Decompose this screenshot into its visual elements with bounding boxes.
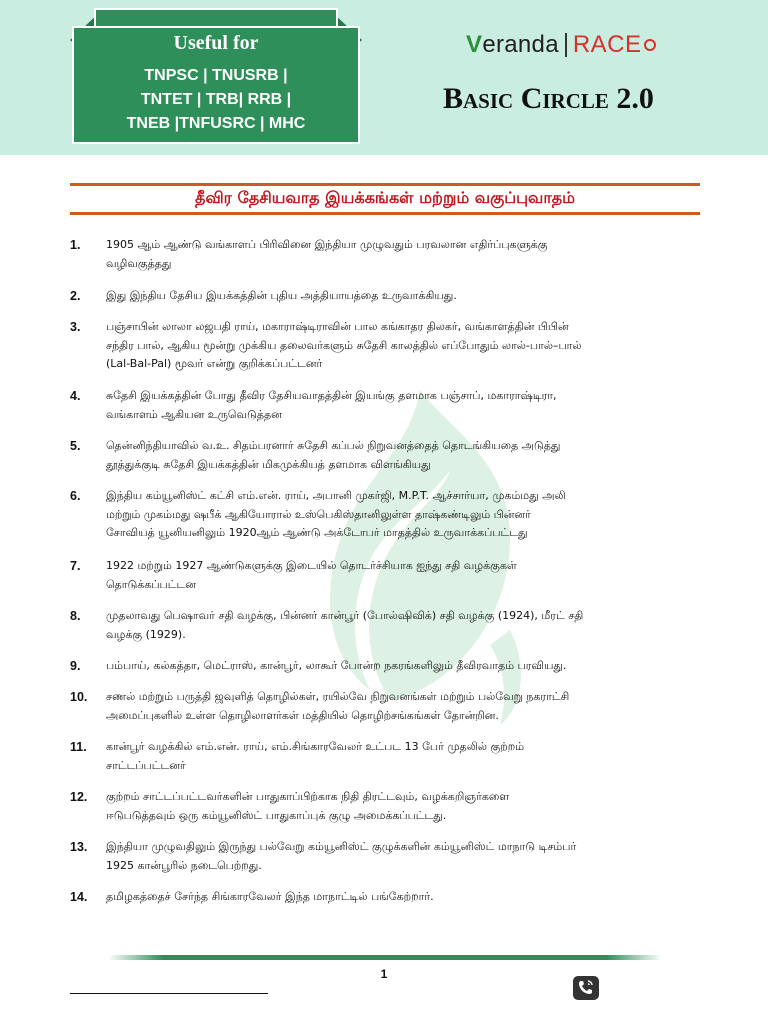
exam-line: TNTET | TRB| RRB |	[140, 91, 292, 108]
item-number: 7.	[70, 559, 81, 573]
item-text: பம்பாய், கல்கத்தா, மெட்ராஸ், கான்பூர், லாகூர் போன்ற நகரங்களிலும் தீவிரவாதம் பரவியது.	[106, 659, 567, 672]
item-text: இது இந்திய தேசிய இயக்கத்தின் புதிய அத்தியாயத்தை உருவாக்கியது.	[106, 289, 457, 302]
exam-list	[70, 64, 362, 136]
item-text: இந்திய கம்யூனிஸ்ட் கட்சி எம்.என். ராய், அபானி முகர்ஜி, M.P.T. ஆச்சார்யா, முகம்மது அலி மற்றும் முகம்மது ஷபீக் ஆகியோரால் உஸ்பெகிஸ்தானிலுள்ள தாஷ்கண்டிலும் பின்னர் சோவியத் யூனியனிலும் 1920ஆம் ஆண்டு அக்டோபர் மாதத்தில் உருவாக்கப்பட்டது	[106, 489, 566, 539]
title-rule-top	[70, 183, 700, 186]
race-icon	[644, 39, 656, 51]
item-number: 5.	[70, 439, 81, 453]
item-text: சுதேசி இயக்கத்தின் போது தீவிர தேசியவாதத்தின் இயங்கு தளமாக பஞ்சாப், மகாராஷ்டிரா, வங்காளம் ஆகியன உருவெடுத்தன	[106, 389, 557, 421]
brand-race: RACE	[572, 31, 642, 58]
item-number: 6.	[70, 489, 81, 503]
title-rule-bottom	[70, 212, 700, 215]
item-number: 8.	[70, 609, 81, 623]
veranda-watermark-icon	[300, 370, 560, 730]
item-text: 1905 ஆம் ஆண்டு வங்காளப் பிரிவினை இந்தியா முழுவதும் பரவலான எதிர்ப்புகளுக்கு வழிவகுத்தது	[106, 238, 548, 270]
item-text: பஞ்சாபின் லாலா லஜபதி ராய், மகாராஷ்டிராவின் பால கங்காதர திலகர், வங்காளத்தின் பிபின் சந்திர பால், ஆகிய மூன்று முக்கிய தலைவர்களும் சுதேசி காலத்தில் எப்போதும் லால்-பால்–பால் (Lal-Bal-Pal) மூவர் என்று குறிக்கப்பட்டனர்	[106, 320, 582, 370]
item-number: 2.	[70, 289, 81, 303]
item-number: 10.	[70, 690, 88, 704]
item-number: 11.	[70, 740, 87, 754]
brand-logo	[466, 28, 656, 62]
item-text: 1922 மற்றும் 1927 ஆண்டுகளுக்கு இடையில் தொடர்ச்சியாக ஐந்து சதி வழக்குகள் தொடுக்கப்பட்டன	[106, 559, 517, 591]
brand-separator	[565, 33, 567, 57]
exam-line: TNEB |TNFUSRC | MHC	[126, 115, 306, 132]
item-text: முதலாவது பெஷாவர் சதி வழக்கு, பின்னர் கான்பூர் (போல்ஷிவிக்) சதி வழக்கு (1924), மீரட் சதி வழக்கு (1929).	[106, 609, 584, 641]
page-number: 1	[380, 967, 388, 981]
item-number: 3.	[70, 320, 81, 334]
item-text: கான்பூர் வழக்கில் எம்.என். ராய், எம்.சிங்காரவேலர் உட்பட 13 பேர் முதலில் குற்றம் சாட்டப்பட்டனர்	[106, 740, 525, 772]
exam-ribbon	[70, 0, 362, 150]
useful-for-label: Useful for	[173, 32, 259, 54]
item-number: 14.	[70, 890, 88, 904]
item-number: 12.	[70, 790, 88, 804]
item-number: 13.	[70, 840, 88, 854]
brand-veranda: Veranda	[466, 31, 559, 58]
header-band	[0, 0, 768, 155]
item-number: 4.	[70, 389, 81, 403]
section-title: தீவிர தேசியவாத இயக்கங்கள் மற்றும் வகுப்புவாதம்	[195, 188, 575, 207]
item-text: தென்னிந்தியாவில் வ.உ. சிதம்பரனார் சுதேசி கப்பல் நிறுவனத்தைத் தொடங்கியதை அடுத்து தூத்துக்குடி சுதேசி இயக்கத்தின் மிகமுக்கியத் தளமாக விளங்கியது	[106, 439, 561, 471]
item-number: 1.	[70, 238, 81, 252]
item-text: குற்றம் சாட்டப்பட்டவர்களின் பாதுகாப்பிற்காக நிதி திரட்டவும், வழக்கறிஞர்களை ஈடுபடுத்தவும் ஒரு கம்யூனிஸ்ட் பாதுகாப்புக் குழு அமைக்கப்பட்டது.	[106, 790, 510, 822]
footnote-divider	[70, 993, 268, 994]
phone-icon[interactable]	[573, 976, 599, 1000]
footer-rule	[108, 955, 662, 960]
course-title: Basic Circle 2.0	[443, 82, 654, 115]
item-text: இந்தியா முழுவதிலும் இருந்து பல்வேறு கம்யூனிஸ்ட் குழுக்களின் கம்யூனிஸ்ட் மாநாடு டிசம்பர் 1925 கான்பூரில் நடைபெற்றது.	[106, 840, 577, 872]
item-number: 9.	[70, 659, 81, 673]
item-text: தமிழகத்தைச் சேர்ந்த சிங்காரவேலர் இந்த மாநாட்டில் பங்கேற்றார்.	[106, 890, 434, 903]
exam-line: TNPSC | TNUSRB |	[144, 67, 288, 84]
phone-icon-glyph	[573, 976, 599, 1000]
item-text: சணல் மற்றும் பருத்தி ஜவுளித் தொழில்கள், ரயில்வே நிறுவனங்கள் மற்றும் பல்வேறு நகராட்சி அமைப்புகளில் உள்ள தொழிலாளர்கள் மத்தியில் தொழிற்சங்கங்கள் தோன்றின.	[106, 690, 570, 722]
